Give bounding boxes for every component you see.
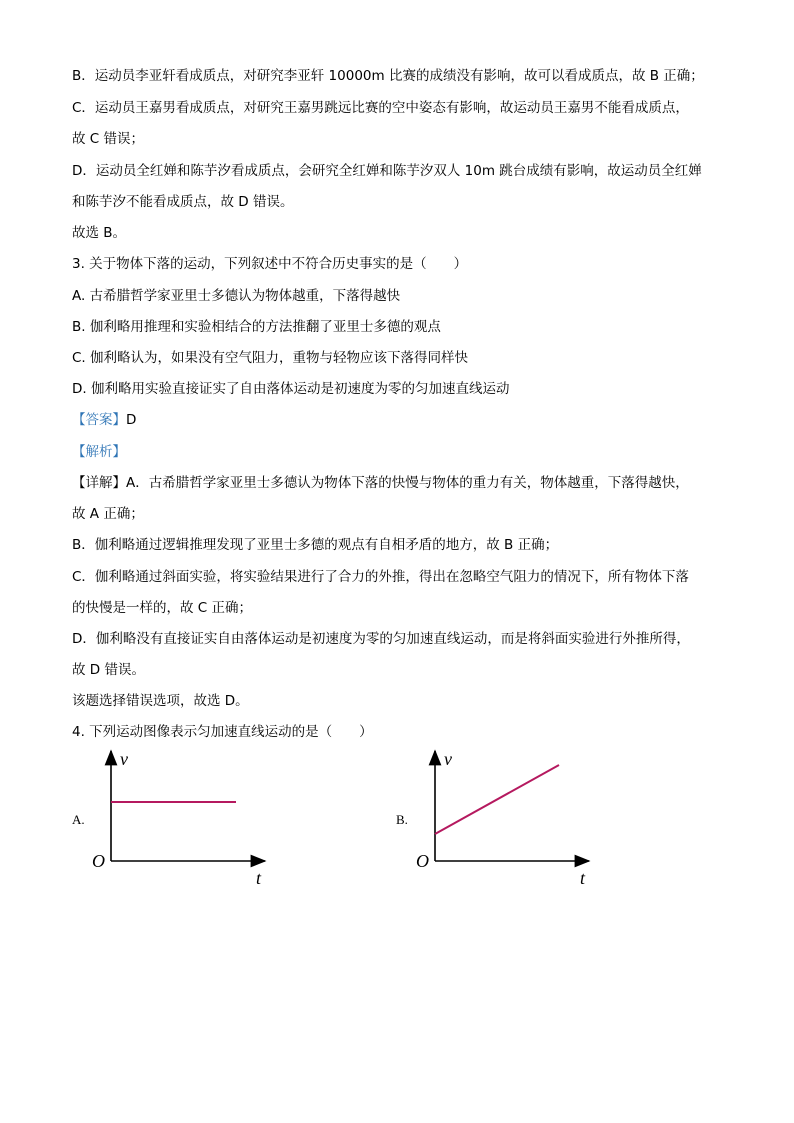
line2-1: 故 A 正确；	[72, 506, 144, 522]
graph-b-velocity-line	[435, 765, 559, 834]
line-3: 故 C 错误；	[72, 131, 145, 147]
option-d: D. 伽利略用实验直接证实了自由落体运动是初速度为零的匀加速直线运动	[72, 381, 510, 397]
graph-a-option: A.	[72, 812, 85, 827]
line-6: 故选 B。	[72, 225, 127, 241]
line2-3: C．伽利略通过斜面实验，将实验结果进行了合力的外推，得出在忽略空气阻力的情况下，所有物体下落	[72, 569, 689, 585]
line-1: B．运动员李亚轩看成质点，对研究李亚轩 10000m 比赛的成绩没有影响，故可以看成质点，故 B 正确；	[72, 68, 704, 84]
analysis-tag: 【解析】	[72, 444, 126, 460]
question-3: 3. 关于物体下落的运动，下列叙述中不符合历史事实的是（ ）	[72, 256, 468, 272]
line-4: D．运动员全红婵和陈芋汐看成质点，会研究全红婵和陈芋汐双人 10m 跳台成绩有影响，故运动员全红婵	[72, 163, 702, 179]
detail-tag: 【详解】	[72, 475, 126, 491]
option-b: B. 伽利略用推理和实验相结合的方法推翻了亚里士多德的观点	[72, 319, 441, 335]
graph-a	[85, 745, 285, 888]
option-a: A. 古希腊哲学家亚里士多德认为物体越重，下落得越快	[72, 288, 401, 304]
line2-4: 的快慢是一样的，故 C 正确；	[72, 600, 253, 616]
analysis-line	[72, 442, 126, 462]
graph-a-x-label: t	[256, 868, 262, 888]
line2-5: D．伽利略没有直接证实自由落体运动是初速度为零的匀加速直线运动，而是将斜面实验进行外推所得，	[72, 631, 690, 647]
line2-6: 故 D 错误。	[72, 662, 145, 678]
line2-7: 该题选择错误选项，故选 D。	[72, 693, 249, 709]
line-5: 和陈芋汐不能看成质点，故 D 错误。	[72, 194, 294, 210]
graph-a-origin: O	[92, 851, 105, 871]
question-4: 4. 下列运动图像表示匀加速直线运动的是（ ）	[72, 724, 373, 740]
answer-value: D	[126, 412, 137, 428]
line2-2: B．伽利略通过逻辑推理发现了亚里士多德的观点有自相矛盾的地方，故 B 正确；	[72, 537, 559, 553]
graph-b	[409, 745, 609, 888]
graph-b-option: B.	[396, 812, 408, 827]
detail-text: A．古希腊哲学家亚里士多德认为物体下落的快慢与物体的重力有关，物体越重，下落得越快，	[126, 475, 689, 491]
graph-b-x-label: t	[580, 868, 586, 888]
line-2: C．运动员王嘉男看成质点，对研究王嘉男跳远比赛的空中姿态有影响，故运动员王嘉男不能看成质点，	[72, 100, 689, 116]
graph-a-y-label: v	[120, 749, 128, 769]
option-c: C. 伽利略认为，如果没有空气阻力，重物与轻物应该下落得同样快	[72, 350, 469, 366]
answer-tag: 【答案】	[72, 412, 126, 428]
graph-b-origin: O	[416, 851, 429, 871]
graph-b-y-label: v	[444, 749, 452, 769]
detail-line	[72, 473, 689, 493]
answer-line	[72, 410, 136, 430]
